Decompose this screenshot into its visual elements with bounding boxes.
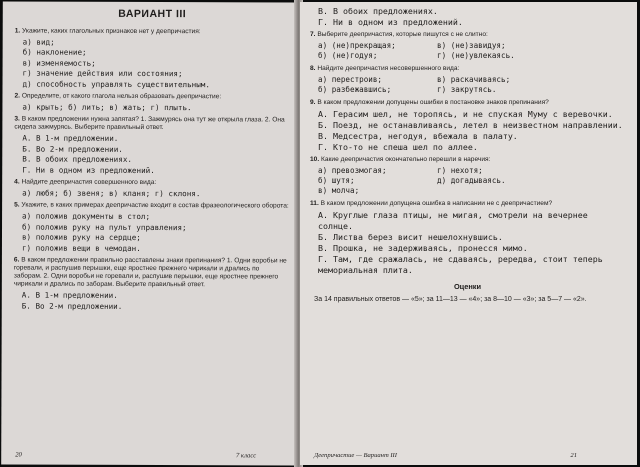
answer-option: б) (не)годуя; bbox=[318, 51, 378, 61]
question-text: Выберите деепричастия, которые пишутся с не слитно: bbox=[317, 31, 488, 38]
answer-option: Б. Во 2-м предложении. bbox=[22, 144, 123, 154]
answer-options-continued bbox=[318, 6, 625, 28]
question-number: 6. bbox=[13, 256, 20, 264]
answer-option: а) вид; bbox=[22, 37, 55, 47]
answer-options bbox=[23, 38, 290, 91]
answer-option: Б. Поезд, не останавливаясь, летел в неизвестном направлении. bbox=[318, 119, 623, 130]
answer-option: В. Медсестра, негодуя, вбежала в палату. bbox=[318, 130, 518, 141]
answer-option: г) положив вещи в чемодан. bbox=[21, 243, 141, 253]
answer-option: Б. Во 2-м предложении. bbox=[21, 301, 123, 311]
question-number: 1. bbox=[14, 27, 21, 35]
answer-options bbox=[318, 75, 625, 96]
answer-option: А. Круглые глаза птицы, не мигая, смотрели на вечернее солнце. bbox=[318, 209, 588, 231]
question-text: В каком предложении нужна запятая? 1. Зажмурясь она тут же открыла глаза. 2. Она сидела зажмурясь. Выберите правильный ответ. bbox=[14, 115, 285, 132]
variant-title: ВАРИАНТ III bbox=[118, 7, 187, 21]
answer-option: б) наклонение; bbox=[22, 47, 87, 58]
question-number: 7. bbox=[310, 31, 316, 38]
question-10 bbox=[310, 156, 625, 164]
answer-option: в) раскачиваясь; bbox=[437, 74, 511, 84]
question-text: Найдите деепричастия несовершенного вида: bbox=[317, 64, 460, 72]
answer-option: Г. Кто-то не спеша шел по аллее. bbox=[318, 141, 478, 152]
question-text: В каком предложении допущены ошибки в постановке знаков препинания? bbox=[317, 98, 549, 106]
answer-option: А. В 1-м предложении. bbox=[22, 133, 119, 144]
question-text: Какие деепричастия окончательно перешли в наречия: bbox=[321, 155, 491, 163]
question-3 bbox=[14, 116, 289, 133]
question-6 bbox=[14, 257, 289, 290]
question-4 bbox=[14, 179, 289, 188]
question-number: 2. bbox=[14, 92, 20, 100]
question-number: 9. bbox=[310, 98, 316, 106]
answer-options bbox=[318, 41, 625, 62]
answer-option: в) изменяемость; bbox=[22, 58, 96, 68]
question-7 bbox=[310, 31, 625, 39]
question-text: В каком предложении правильно расставлены знаки препинания? 1. Одни воробьи не горевали, и распушив перышки, еще яростнее прежнего чирикали и дрались по заборам. 2. Одни воробьи не горевали и, распушив перышки, еще яростнее прежнего чирикали и дрались по заборам. Выберите правильный ответ. bbox=[13, 256, 287, 289]
answer-options bbox=[22, 134, 289, 177]
question-9 bbox=[310, 99, 625, 107]
answer-options bbox=[22, 291, 289, 313]
question-text: Укажите, каких глагольных признаков нет у деепричастия: bbox=[22, 27, 201, 36]
answer-option: а) (не)прекращая; bbox=[318, 41, 396, 50]
answer-option: а) превозмогая; bbox=[318, 165, 387, 175]
question-number: 8. bbox=[310, 64, 316, 72]
right-page bbox=[300, 2, 637, 465]
answer-option: г) нехотя; bbox=[437, 165, 483, 175]
answer-option: а) крыть; б) лить; в) жать; г) плыть. bbox=[22, 102, 192, 113]
answer-option: д) способность управлять существительным. bbox=[22, 79, 210, 89]
left-page bbox=[1, 1, 298, 465]
question-number: 10. bbox=[310, 155, 320, 163]
question-text: Укажите, в каких примерах деепричастие входит в состав фразеологического оборота: bbox=[21, 202, 289, 210]
answer-option: д) догадываясь. bbox=[437, 176, 506, 186]
page-number-right: 21 bbox=[570, 452, 577, 459]
answer-options bbox=[22, 212, 289, 255]
grading-title: Оценки bbox=[453, 281, 482, 291]
question-text: В каком предложении допущена ошибка в написании не с деепричастием? bbox=[320, 199, 553, 207]
answer-option: г) закрутясь. bbox=[437, 85, 497, 95]
answer-option: Г. Ни в одном из предложений. bbox=[22, 165, 155, 175]
question-text: Найдите деепричастия совершенного вида: bbox=[21, 178, 157, 187]
answer-option: В. Прошка, не задерживаясь, пронесся мимо. bbox=[318, 242, 528, 253]
answer-option: Г. Там, где сражалась, не сдаваясь, рередва, стоит теперь мемориальная плита. bbox=[318, 253, 603, 275]
question-number: 4. bbox=[14, 178, 20, 186]
answer-option: в) молча; bbox=[318, 186, 360, 196]
answer-option: г) значение действия или состояния; bbox=[22, 68, 183, 79]
question-1 bbox=[15, 28, 290, 37]
answer-options bbox=[318, 166, 625, 197]
answer-option: а) положив документы в стол; bbox=[22, 212, 151, 222]
question-8 bbox=[310, 65, 625, 73]
answer-option: в) (не)завидуя; bbox=[437, 41, 506, 50]
answer-option: а) перестроив; bbox=[318, 74, 383, 84]
question-5 bbox=[14, 202, 289, 211]
question-text: Определите, от какого глагола нельзя образовать деепричастие: bbox=[21, 92, 222, 101]
answer-option: б) положив руку на пульт управления; bbox=[22, 222, 187, 233]
answer-option: А. Герасим шел, не торопясь, и не спуская Муму с веревочки. bbox=[318, 108, 613, 119]
answer-option: В. В обоих предложениях. bbox=[318, 6, 438, 16]
footer-grade: 7 класс bbox=[235, 452, 257, 460]
question-2 bbox=[14, 93, 289, 102]
footer-section: Деепричастие — Вариант III bbox=[314, 452, 397, 459]
question-number: 5. bbox=[14, 201, 20, 210]
answer-options bbox=[22, 103, 289, 114]
answer-options bbox=[22, 189, 289, 200]
answer-option: в) положив руку на сердце; bbox=[21, 232, 141, 243]
page-number-left: 20 bbox=[15, 451, 22, 459]
answer-options bbox=[318, 210, 625, 276]
answer-option: г) (не)увлекаясь. bbox=[437, 51, 515, 61]
answer-option: а) любя; б) звеня; в) кланя; г) склоня. bbox=[22, 188, 201, 199]
answer-option: б) разбежавшись; bbox=[318, 85, 392, 95]
question-number: 11. bbox=[310, 199, 319, 207]
answer-option: А. В 1-м предложении. bbox=[21, 290, 118, 300]
question-11 bbox=[310, 200, 625, 208]
answer-option: Г. Ни в одном из предложений. bbox=[318, 17, 463, 27]
answer-option: Б. Листва берез висит нешелохнувшись. bbox=[318, 231, 503, 242]
answer-options bbox=[318, 109, 625, 153]
answer-option: б) шутя; bbox=[318, 176, 355, 186]
question-number: 3. bbox=[14, 115, 20, 123]
grading-text: За 14 правильных ответов — «5»; за 11—13 — «4»; за 8—10 — «3»; за 5—7 — «2». bbox=[314, 295, 587, 303]
answer-option: В. В обоих предложениях. bbox=[22, 154, 133, 165]
